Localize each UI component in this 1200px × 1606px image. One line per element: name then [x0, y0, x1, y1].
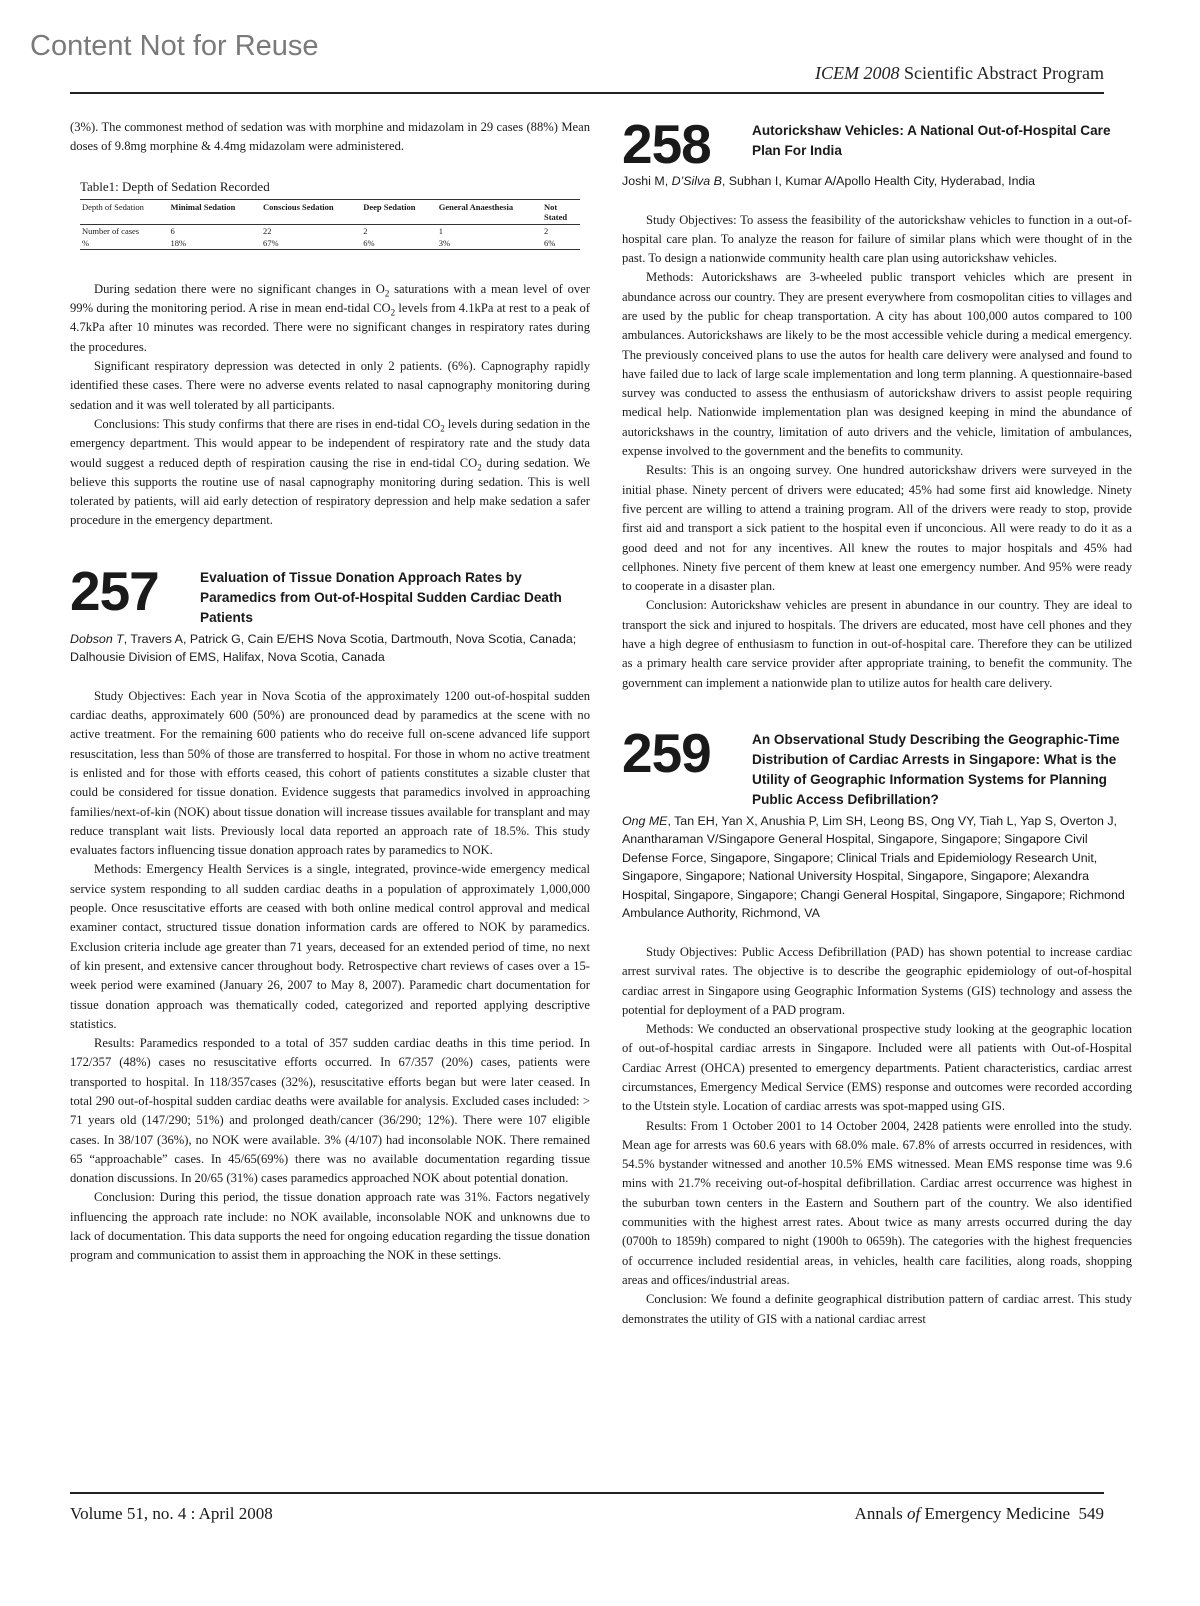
text-run: Conclusions: This study confirms that there are rises in end-tidal CO [94, 416, 441, 431]
abstract-title: An Observational Study Describing the Geographic-Time Distribution of Cardiac Arrests in Singapore: What is the Utility of Geographic Information Systems for Planning Public Access Defibrillation? [752, 731, 1120, 807]
footer-journal [855, 1504, 1104, 1524]
first-author: Ong ME [622, 813, 668, 828]
sedation-table [80, 177, 580, 250]
table-header: General Anaesthesia [437, 199, 542, 224]
table-header: Conscious Sedation [261, 199, 361, 224]
journal-name-of: of [906, 1504, 921, 1523]
body-paragraph: Significant respiratory depression was detected in only 2 patients. (6%). Capnography rapidly identified these cases. There were no adverse events related to nasal capnography monitoring during sedation and it was well tolerated by all participants. [70, 359, 590, 412]
abstract-paragraph: Conclusion: We found a definite geographical distribution pattern of cardiac arrest. This study demonstrates the utility of GIS with a national cardiac arrest [622, 1292, 1132, 1326]
bottom-rule [70, 1492, 1104, 1494]
table-cell: % [80, 237, 168, 250]
abstract-258-header [622, 113, 1132, 175]
abstract-paragraph: Methods: Autorickshaws are 3-wheeled public transport vehicles which are present in abundance across our country. They are present everywhere from cosmopolitan cities to villages and are used by the public for cheap transportation. A city has about 100,000 autos compared to 100 ambulances. Autorickshaws are likely to be the most accessible vehicle during a medical emergency. The previously conceived plans to use the autos for health care delivery were analysed and found to have failed due to lack of large scale implementation and long term planning. A questionnaire-based survey was conducted to assess the enthusiasm of autorickshaw drivers to assist people requiring medical help. Nationwide implementation plan was designed keeping in mind the abundance of autorickshaws in the country, limitation of auto drivers and the vehicle, limitation of ambulances, expense involved to the government and the benefits to community. [622, 270, 1132, 459]
table-row [80, 237, 580, 250]
abstract-paragraph: Methods: We conducted an observational prospective study looking at the geographic location of out-of-hospital cardiac arrests in Singapore. Included were all patients with Out-of-Hospital Cardiac Arrest (OHCA) presented to emergency departments. Patient characteristics, cardiac arrest circumstances, Emergency Medical Service (EMS) response and outcomes were recorded according to the Utstein style. Location of cardiac arrests was spot-mapped using GIS. [622, 1022, 1132, 1114]
abstract-paragraph: Study Objectives: To assess the feasibility of the autorickshaw vehicles to function in a out-of-hospital care plan. To analyze the reason for failure of similar plans which were thought of in the past. To design a nationwide community health care plan using autorickshaw vehicles. [622, 212, 1132, 266]
journal-name: Emergency Medicine [920, 1504, 1070, 1523]
authors-rest: , Travers A, Patrick G, Cain E/EHS Nova Scotia, Dartmouth, Nova Scotia, Canada; Dalhousie Division of EMS, Halifax, Nova Scotia, Canada [70, 631, 577, 665]
continuation-paragraph: (3%). The commonest method of sedation was with morphine and midazolam in 29 cases (88%) Mean doses of 9.8mg morphine & 4.4mg midazolam were administered. [70, 120, 590, 154]
abstract-paragraph: Conclusion: Autorickshaw vehicles are present in abundance in our country. They are ideal to transport the sick and injured to hospitals. The drivers are educated, most have cell phones and they have a high degree of enthusiasm to function in out-of-hospital care. Therefore they can be utilized as a primary health care service provider after appropriate training, to benefit the community. The government can implement a nationwide plan to utilize autos for health care delivery. [622, 598, 1132, 690]
subscript: 2 [390, 307, 396, 318]
body-paragraph [70, 280, 590, 357]
table-cell: 6% [542, 237, 580, 250]
authors-rest: , Tan EH, Yan X, Anushia P, Lim SH, Leong BS, Ong VY, Tiah L, Yap S, Overton J, Anantharaman V/Singapore General Hospital, Singapore, Singapore; Singapore Civil Defense Force, Singapore, Singapore; Clinical Trials and Epidemiology Research Unit, Singapore, Singapore; National University Hospital, Singapore, Singapore; Alexandra Hospital, Singapore, Singapore; Changi General Hospital, Singapore, Singapore; Richmond Ambulance Authority, Richmond, VA [622, 813, 1125, 921]
abstract-paragraph: Conclusion: During this period, the tissue donation approach rate was 31%. Factors negatively influencing the approach rate include: no NOK available, inconsolable NOK and unknowns due to lack of documentation. This data supports the need for ongoing education regarding the tissue donation program and communication to assist them in approaching the NOK in these settings. [70, 1190, 590, 1263]
abstract-paragraph: Study Objectives: Public Access Defibrillation (PAD) has shown potential to increase cardiac arrest survival rates. The objective is to describe the geographic epidemiology of out-of-hospital cardiac arrest in Singapore using Geographic Information Systems (GIS) technology and assess the potential for deployment of a PAD program. [622, 944, 1132, 1017]
body-paragraph [70, 415, 590, 531]
abstract-259-header [622, 721, 1132, 810]
table-cell: 67% [261, 237, 361, 250]
table-cell: 2 [544, 225, 549, 236]
abstract-authors [70, 630, 590, 667]
table-cell: 3% [437, 237, 542, 250]
abstract-paragraph: Methods: Emergency Health Services is a single, integrated, province-wide emergency medical service system responding to all sudden cardiac deaths in a population of approximately 1,000,000 people. Once resuscitative efforts are ceased with both online medical control approval and medical examiner contact, structured tissue donation information cards are offered to NOK by paramedics. Exclusion criteria include age greater than 71 years, deceased for an extended period of time, no next of kin present, and extensive cancer throughout body. Retrospective chart reviews of cases over a 15-week period were examined (January 26, 2007 to May 8, 2007). Paramedic chart documentation for tissue donation approach was thematically coded, categorized and reported applying descriptive statistics. [70, 862, 590, 1031]
abstract-number: 258 [622, 113, 711, 175]
abstract-paragraph: Results: This is an ongoing survey. One hundred autorickshaw drivers were surveyed in the initial phase. Ninety percent of drivers were educated; 45% had some first aid knowledge. Ninety five percent are willing to attend a training program. All of the drivers were ready to stop, provide first aid and transport a sick patient to the hospital even if unconcious. All were ready to do it as a good deed and not for any incentives. All knew the routes to major hospitals and 45% had cellphones. Ninety five percent of them knew at least one emergency number. And 95% were ready to cooperate in a disaster plan. [622, 463, 1132, 594]
presenting-author: D’Silva B [671, 174, 722, 188]
table-cell: 1 [438, 225, 443, 236]
table-header: Not Stated [542, 199, 580, 224]
running-head-text: Scientific Abstract Program [899, 63, 1104, 83]
text-run: levels during sedation in the emergency department. This would appear to be independent of respiratory rate and the study data would suggest a reduced depth of respiration causing the rise in end-tidal CO [70, 416, 590, 470]
subscript: 2 [477, 462, 482, 473]
table-header: Minimal Sedation [168, 199, 261, 224]
table-cell: Number of cases [82, 225, 140, 236]
text-run: during sedation. We believe this supports the routine use of nasal capnography monitoring during sedation. This is well tolerated by patients, will aid early detection of respiratory depression and help make sedation a safer procedure in the emergency department. [70, 455, 590, 528]
abstract-number: 259 [622, 721, 711, 784]
abstract-paragraph: Study Objectives: Each year in Nova Scotia of the approximately 1200 out-of-hospital sudden cardiac deaths, approximately 600 (50%) are pronounced dead by paramedics at the scene with no active treatment. For the remaining 600 patients who do receive full on-scene advanced life support resuscitation, less than 50% of those are transferred to hospital. For those in whom no active treatment is enlisted and for those with efforts ceased, this cohort of patients constitutes a sizable cluster that could be considered for tissue donation. Evidence suggests that paramedics involved in approaching families/next-of-kin (NOK) about tissue donation will increase tissues available for transplant and may reduce transplant wait lists. Previously local data reported an approach rate of 18.5%. This study evaluates factors influencing tissue donation approach rates by paramedics to NOK. [70, 688, 590, 858]
table-cell: 6 [170, 225, 175, 236]
journal-name: Annals [854, 1504, 907, 1523]
table-cell: 22 [263, 225, 272, 236]
first-author: Joshi M, [622, 174, 672, 188]
footer-volume: Volume 51, no. 4 : April 2008 [70, 1504, 273, 1523]
abstract-number: 257 [70, 559, 159, 622]
abstract-authors [622, 172, 1132, 191]
table-header: Depth of Sedation [80, 199, 168, 224]
subscript: 2 [384, 288, 390, 299]
table-cell: 18% [168, 237, 261, 250]
table-header-row [80, 199, 580, 224]
table [80, 199, 580, 250]
authors-rest: , Subhan I, Kumar A/Apollo Health City, Hyderabad, India [721, 174, 1035, 188]
page-number: 549 [1078, 1504, 1104, 1523]
table-cell: 6% [361, 237, 436, 250]
top-rule [70, 92, 1104, 94]
watermark: Content Not for Reuse [30, 30, 319, 62]
abstract-257-header [70, 559, 590, 628]
abstract-title: Autorickshaw Vehicles: A National Out-of-Hospital Care Plan For India [752, 123, 1111, 158]
abstract-title: Evaluation of Tissue Donation Approach Rates by Paramedics from Out-of-Hospital Sudden Cardiac Death Patients [200, 569, 562, 625]
first-author: Dobson T [70, 631, 124, 646]
table-cell: 2 [363, 225, 368, 236]
subscript: 2 [440, 423, 445, 434]
abstract-paragraph: Results: Paramedics responded to a total of 357 sudden cardiac deaths in this time period. In 172/357 (48%) cases no resuscitative efforts occurred. In 67/357 (20%) cases, patients were transported to hospital. In 118/357cases (32%), resuscitative efforts began but were later ceased. In total 290 out-of-hospital sudden cardiac deaths were available for analysis. Excluded cases included: > 71 years old (147/290; 51%) and prolonged death/cancer (36/290; 12%). There were 107 eligible cases. In 38/107 (36%), no NOK were available. 3% (4/107) had inconsolable NOK. There remained 65 “approachable” cases. In 45/65(69%) there was no available documentation regarding tissue donation discussions. In 20/65 (31%) cases paramedics approached NOK about potential donation. [70, 1036, 590, 1186]
text-run: saturations with a mean level of over 99% during the monitoring period. A rise in mean end-tidal CO [70, 281, 590, 316]
text-run: levels from 4.1kPa at rest to a peak of 4.7kPa after 10 minutes was recorded. There were no significant changes in respiratory rates during the procedures. [70, 301, 590, 354]
abstract-authors [622, 812, 1132, 923]
left-column [70, 118, 590, 1266]
text-run: During sedation there were no significant changes in O [94, 281, 385, 296]
abstract-paragraph: Results: From 1 October 2001 to 14 October 2004, 2428 patients were enrolled into the study. Mean age for arrests was 60.6 years with 68.0% male. 67.8% of arrests occurred in residences, with 54.5% bystander witnessed and another 10.5% EMS witnessed. Mean EMS response time was 9.6 mins with 21.7% receiving out-of-hospital defibrillation. Cardiac arrest occurrence was highest in the suburban town centers in the Eastern and Southern part of the country. We also identified communities with the highest arrest rates. About twice as many arrests occurred during the day (0700h to 1859h) compared to night (1900h to 0659h). The categories with the highest frequencies of occurrence included residential areas, in vehicles, health care facilities, along roads, shopping areas and offices/industrial areas. [622, 1118, 1132, 1287]
table-caption: Table1: Depth of Sedation Recorded [80, 178, 270, 194]
table-header: Deep Sedation [361, 199, 436, 224]
right-column [622, 113, 1132, 1329]
running-head [815, 63, 1104, 84]
table-row [80, 224, 580, 237]
journal-abbrev: ICEM 2008 [815, 63, 900, 83]
